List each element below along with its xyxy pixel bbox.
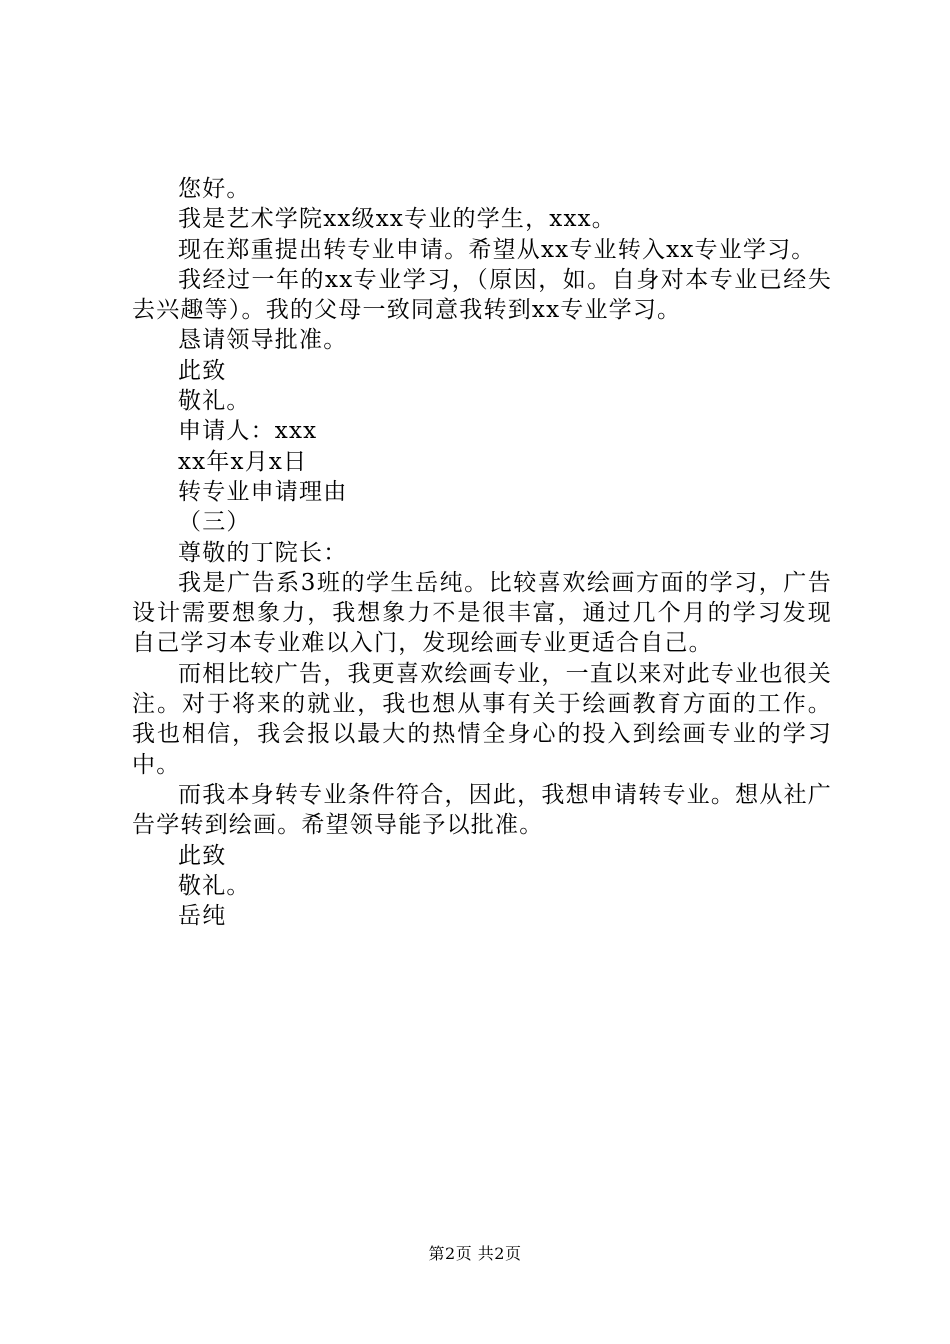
page-footer: 第2页 共2页 — [428, 1244, 522, 1263]
paragraph-reason: 我经过一年的xx专业学习，（原因，如。自身对本专业已经失去兴趣等）。我的父母一致同意我转到xx专业学习。 — [132, 266, 832, 324]
paragraph-body-2: 而相比较广告，我更喜欢绘画专业，一直以来对此专业也很关注。对于将来的就业，我也想从事有关于绘画教育方面的工作。我也相信，我会报以最大的热情全身心的投入到绘画专业的学习中。 — [132, 660, 832, 778]
document-body — [132, 174, 832, 931]
paragraph-date: xx年x月x日 — [178, 448, 308, 475]
paragraph-body-3: 而我本身转专业条件符合，因此，我想申请转专业。想从社广告学转到绘画。希望领导能予以批准。 — [132, 781, 832, 839]
paragraph-section-title: 转专业申请理由 — [178, 478, 348, 505]
paragraph-self-intro: 我是艺术学院xx级xx专业的学生，xxx。 — [178, 206, 616, 233]
paragraph-closing-2: 此致 — [178, 842, 227, 869]
paragraph-request: 现在郑重提出转专业申请。希望从xx专业转入xx专业学习。 — [178, 236, 816, 263]
paragraph-greeting: 您好。 — [178, 176, 251, 202]
paragraph-body-1: 我是广告系3班的学生岳纯。比较喜欢绘画方面的学习，广告设计需要想象力，我想象力不是很丰富，通过几个月的学习发现自己学习本专业难以入门，发现绘画专业更适合自己。 — [132, 569, 832, 657]
paragraph-salute-2: 敬礼。 — [178, 872, 251, 899]
paragraph-signature: 岳纯 — [178, 903, 227, 930]
paragraph-approval-request: 恳请领导批准。 — [178, 327, 348, 354]
paragraph-salute-1: 敬礼。 — [178, 388, 251, 415]
paragraph-section-number: （三） — [178, 509, 251, 536]
paragraph-salutation: 尊敬的丁院长： — [178, 539, 348, 566]
paragraph-closing-1: 此致 — [178, 357, 227, 384]
paragraph-applicant: 申请人：xxx — [178, 418, 318, 445]
